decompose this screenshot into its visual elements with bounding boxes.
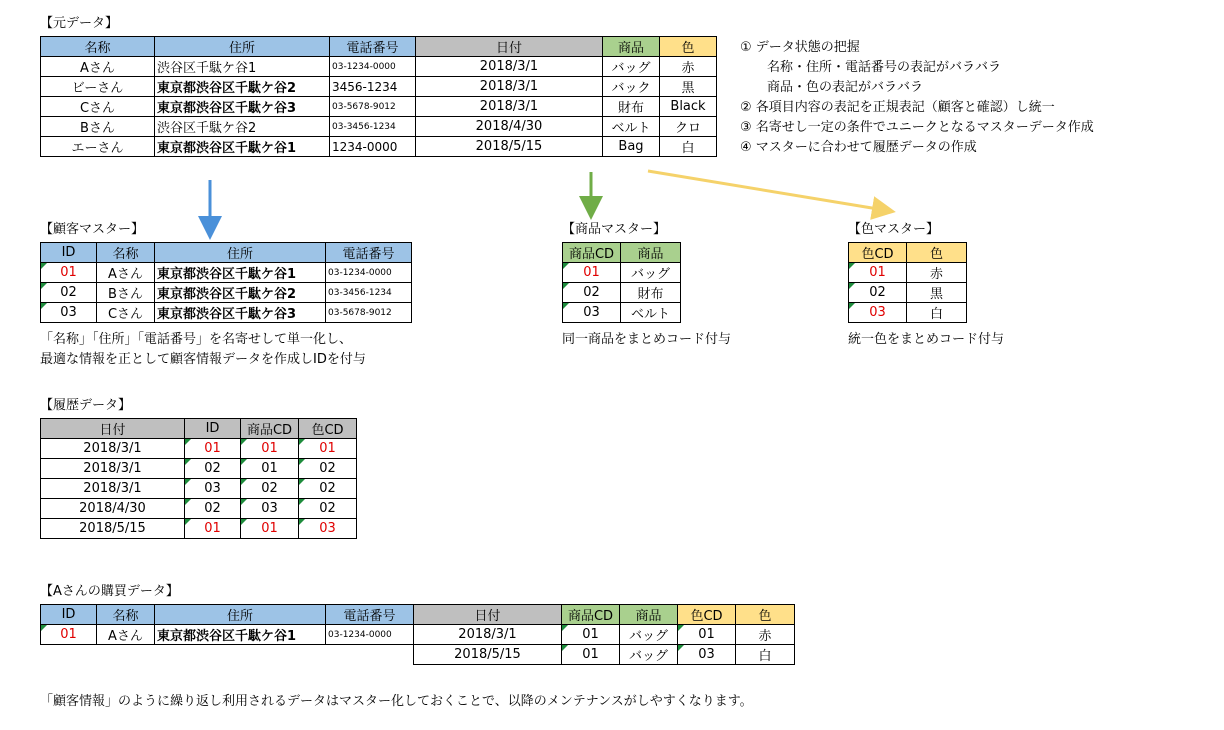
table-cell: エーさん <box>41 137 155 157</box>
table-row <box>41 645 795 665</box>
table-cell: ベルト <box>621 303 681 323</box>
table-row <box>41 263 412 283</box>
history-header-row <box>41 419 357 439</box>
table-row <box>41 303 412 323</box>
customer-header-address: 住所 <box>155 243 326 263</box>
table-cell: 01 <box>563 263 621 283</box>
step-4: ④ マスターに合わせて履歴データの作成 <box>740 140 977 155</box>
table-cell: 03 <box>299 519 357 539</box>
table-row <box>41 479 357 499</box>
table-cell: 東京都渋谷区千駄ケ谷1 <box>155 263 326 283</box>
customer-header-phone: 電話番号 <box>326 243 412 263</box>
purchase-header-address: 住所 <box>155 605 326 625</box>
color-header-name: 色 <box>907 243 967 263</box>
table-cell: 01 <box>562 645 620 665</box>
product-header-row <box>563 243 681 263</box>
table-cell: 03 <box>41 303 97 323</box>
table-cell: 2018/5/15 <box>41 519 185 539</box>
table-cell: 2018/3/1 <box>41 459 185 479</box>
table-cell: 2018/5/15 <box>416 137 603 157</box>
table-cell: 東京都渋谷区千駄ケ谷1 <box>155 625 326 645</box>
table-cell: 2018/3/1 <box>414 625 562 645</box>
purchase-header-id: ID <box>41 605 97 625</box>
product-master-title: 【商品マスター】 <box>562 222 667 237</box>
purchase-table <box>40 604 795 665</box>
history-header-color-code: 色CD <box>299 419 357 439</box>
customer-master-table <box>40 242 412 323</box>
source-title: 【元データ】 <box>40 16 119 31</box>
table-cell: Aさん <box>97 263 155 283</box>
table-cell: 02 <box>849 283 907 303</box>
table-cell: 2018/4/30 <box>416 117 603 137</box>
table-cell: 白 <box>660 137 717 157</box>
table-cell: 財布 <box>603 97 660 117</box>
table-cell: Cさん <box>41 97 155 117</box>
table-cell: 01 <box>241 459 299 479</box>
table-cell: 01 <box>185 519 241 539</box>
table-cell: 東京都渋谷区千駄ケ谷2 <box>155 77 330 97</box>
table-cell: ビーさん <box>41 77 155 97</box>
table-cell: 2018/3/1 <box>416 97 603 117</box>
empty-cell <box>155 645 326 665</box>
table-row <box>41 519 357 539</box>
table-cell: 赤 <box>736 625 795 645</box>
empty-cell <box>41 645 97 665</box>
table-cell: 03 <box>563 303 621 323</box>
step-1-detail-a: 名称・住所・電話番号の表記がバラバラ <box>767 60 1002 75</box>
history-header-date: 日付 <box>41 419 185 439</box>
purchase-header-row <box>41 605 795 625</box>
source-header-color: 色 <box>660 37 717 57</box>
color-header-row <box>849 243 967 263</box>
table-cell: 渋谷区千駄ケ谷2 <box>155 117 330 137</box>
purchase-title: 【Aさんの購買データ】 <box>40 584 179 599</box>
table-cell: バック <box>603 77 660 97</box>
customer-master-title: 【顧客マスター】 <box>40 222 145 237</box>
table-cell: 03-1234-0000 <box>326 625 414 645</box>
source-header-phone: 電話番号 <box>330 37 416 57</box>
table-cell: 03-1234-0000 <box>326 263 412 283</box>
table-cell: 東京都渋谷区千駄ケ谷1 <box>155 137 330 157</box>
table-cell: 東京都渋谷区千駄ケ谷3 <box>155 303 326 323</box>
table-cell: 01 <box>41 263 97 283</box>
source-header-address: 住所 <box>155 37 330 57</box>
table-cell: 2018/3/1 <box>41 439 185 459</box>
table-cell: 02 <box>185 459 241 479</box>
table-cell: 03-5678-9012 <box>326 303 412 323</box>
table-cell: クロ <box>660 117 717 137</box>
table-row <box>41 283 412 303</box>
table-cell: 02 <box>41 283 97 303</box>
history-header-id: ID <box>185 419 241 439</box>
arrow-to-color-master <box>648 171 884 210</box>
table-cell: 2018/3/1 <box>41 479 185 499</box>
table-cell: 02 <box>185 499 241 519</box>
table-row <box>849 263 967 283</box>
table-cell: 01 <box>678 625 736 645</box>
step-1: ① データ状態の把握 <box>740 40 860 55</box>
table-cell: 01 <box>562 625 620 645</box>
table-cell: 02 <box>241 479 299 499</box>
table-row <box>563 283 681 303</box>
table-cell: バッグ <box>620 645 678 665</box>
table-row <box>563 303 681 323</box>
table-row <box>41 499 357 519</box>
customer-header-name: 名称 <box>97 243 155 263</box>
product-header-code: 商品CD <box>563 243 621 263</box>
source-header-name: 名称 <box>41 37 155 57</box>
table-cell: バッグ <box>620 625 678 645</box>
table-cell: Bさん <box>97 283 155 303</box>
source-header-date: 日付 <box>416 37 603 57</box>
table-cell: 01 <box>299 439 357 459</box>
table-cell: 白 <box>907 303 967 323</box>
table-cell: 1234-0000 <box>330 137 416 157</box>
customer-header-id: ID <box>41 243 97 263</box>
step-1-detail-b: 商品・色の表記がバラバラ <box>767 80 924 95</box>
customer-master-note-2: 最適な情報を正として顧客情報データを作成しIDを付与 <box>40 352 366 367</box>
table-row <box>41 439 357 459</box>
step-3: ③ 名寄せし一定の条件でユニークとなるマスターデータ作成 <box>740 120 1094 135</box>
empty-cell <box>326 645 414 665</box>
product-header-name: 商品 <box>621 243 681 263</box>
table-cell: 2018/3/1 <box>416 77 603 97</box>
color-master-note: 統一色をまとめコード付与 <box>848 332 1005 347</box>
footer-note: 「顧客情報」のように繰り返し利用されるデータはマスター化しておくことで、以降のメンテナンスがしやすくなります。 <box>40 694 753 709</box>
purchase-header-color-code: 色CD <box>678 605 736 625</box>
table-cell: 03 <box>241 499 299 519</box>
table-cell: 白 <box>736 645 795 665</box>
history-header-product-code: 商品CD <box>241 419 299 439</box>
table-cell: 黒 <box>907 283 967 303</box>
table-cell: 03-3456-1234 <box>326 283 412 303</box>
table-row <box>41 459 357 479</box>
table-cell: 02 <box>299 499 357 519</box>
table-row <box>849 283 967 303</box>
table-cell: 3456-1234 <box>330 77 416 97</box>
table-row <box>41 625 795 645</box>
table-cell: 02 <box>299 459 357 479</box>
color-master-table <box>848 242 967 323</box>
table-cell: 01 <box>185 439 241 459</box>
table-cell: ベルト <box>603 117 660 137</box>
table-cell: 2018/3/1 <box>416 57 603 77</box>
history-title: 【履歴データ】 <box>40 398 132 413</box>
table-cell: 03-1234-0000 <box>330 57 416 77</box>
table-row <box>849 303 967 323</box>
customer-master-note-1: 「名称」「住所」「電話番号」を名寄せして単一化し、 <box>40 332 353 347</box>
table-cell: 03-5678-9012 <box>330 97 416 117</box>
table-cell: Aさん <box>97 625 155 645</box>
table-cell: 01 <box>849 263 907 283</box>
table-cell: 赤 <box>660 57 717 77</box>
empty-cell <box>97 645 155 665</box>
table-cell: 01 <box>241 439 299 459</box>
table-cell: 渋谷区千駄ケ谷1 <box>155 57 330 77</box>
table-cell: Black <box>660 97 717 117</box>
purchase-header-date: 日付 <box>414 605 562 625</box>
table-cell: 赤 <box>907 263 967 283</box>
table-cell: Bさん <box>41 117 155 137</box>
purchase-header-product: 商品 <box>620 605 678 625</box>
purchase-header-phone: 電話番号 <box>326 605 414 625</box>
table-cell: 03 <box>185 479 241 499</box>
table-cell: 2018/4/30 <box>41 499 185 519</box>
customer-header-row <box>41 243 412 263</box>
table-cell: 03 <box>678 645 736 665</box>
table-cell: 02 <box>563 283 621 303</box>
table-cell: 02 <box>299 479 357 499</box>
table-cell: 01 <box>241 519 299 539</box>
table-cell: Bag <box>603 137 660 157</box>
table-cell: 03 <box>849 303 907 323</box>
table-cell: 03-3456-1234 <box>330 117 416 137</box>
purchase-header-name: 名称 <box>97 605 155 625</box>
color-header-code: 色CD <box>849 243 907 263</box>
table-cell: バッグ <box>621 263 681 283</box>
table-cell: 財布 <box>621 283 681 303</box>
table-cell: Cさん <box>97 303 155 323</box>
table-cell: 東京都渋谷区千駄ケ谷2 <box>155 283 326 303</box>
table-cell: 黒 <box>660 77 717 97</box>
history-table <box>40 418 357 539</box>
color-master-title: 【色マスター】 <box>848 222 940 237</box>
table-row <box>563 263 681 283</box>
purchase-header-product-code: 商品CD <box>562 605 620 625</box>
source-header-product: 商品 <box>603 37 660 57</box>
table-cell: バッグ <box>603 57 660 77</box>
table-cell: 01 <box>41 625 97 645</box>
product-master-note: 同一商品をまとめコード付与 <box>562 332 732 347</box>
table-cell: 東京都渋谷区千駄ケ谷3 <box>155 97 330 117</box>
product-master-table <box>562 242 681 323</box>
step-2: ② 各項目内容の表記を正規表記（顧客と確認）し統一 <box>740 100 1055 115</box>
table-cell: 2018/5/15 <box>414 645 562 665</box>
purchase-header-color: 色 <box>736 605 795 625</box>
table-cell: Aさん <box>41 57 155 77</box>
